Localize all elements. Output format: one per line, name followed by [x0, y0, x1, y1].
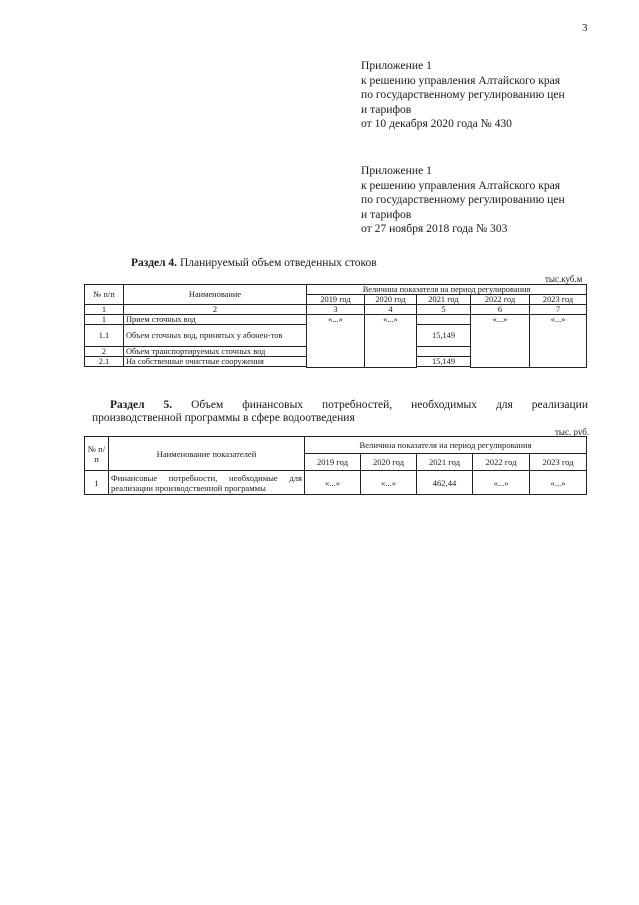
section4-title-rest: Планируемый объем отведенных стоков: [177, 257, 377, 269]
section4-unit: тыс.куб.м: [545, 274, 583, 284]
year-header: 2023 год: [530, 454, 587, 471]
appendix-line: и тарифов: [361, 102, 412, 116]
page-number: 3: [582, 22, 588, 34]
appendix-previous: [361, 164, 565, 237]
section5-unit: тыс. руб.: [555, 427, 590, 437]
row-num: 1.1: [85, 325, 124, 347]
section5-table: [84, 436, 587, 495]
col-index: 4: [365, 305, 417, 315]
col-name-header: Наименование: [124, 285, 307, 305]
appendix-line: и тарифов: [361, 207, 412, 221]
year-header: 2023 год: [530, 295, 587, 305]
appendix-line: к решению управления Алтайского края: [361, 178, 561, 192]
section4-title-bold: Раздел 4.: [131, 257, 178, 269]
cell-2021-empty: [417, 315, 471, 325]
appendix-line: по государственному регулированию цен: [361, 193, 565, 207]
year-header: 2019 год: [307, 295, 365, 305]
section5-title-line2: производственной программы в сфере водоотведения: [92, 412, 355, 424]
cell-2020: «...»: [361, 471, 417, 495]
appendix-current: [361, 59, 565, 132]
section5-title-rest: Объем финансовых потребностей, необходимых для реализации: [172, 399, 588, 411]
appendix-line: по государственному регулированию цен: [361, 88, 565, 102]
col-index: 7: [530, 305, 587, 315]
appendix-line: к решению управления Алтайского края: [361, 73, 561, 87]
col-index: 2: [124, 305, 307, 315]
appendix-line: от 10 декабря 2020 года № 430: [361, 117, 512, 131]
col-index: 5: [417, 305, 471, 315]
row-name: Объем сточных вод, принятых у абонен-тов: [124, 325, 307, 347]
row-name: На собственные очистные сооружения: [124, 357, 307, 367]
row-name: Прием сточных вод: [124, 315, 307, 325]
year-header: 2021 год: [417, 454, 473, 471]
row-num: 1: [85, 471, 109, 495]
year-header: 2022 год: [471, 295, 530, 305]
year-header: 2020 год: [365, 295, 417, 305]
cell-2020: «...»: [365, 315, 417, 368]
cell-2021-value: 15,149: [417, 325, 471, 347]
year-header: 2019 год: [305, 454, 361, 471]
cell-2021: 462,44: [417, 471, 473, 495]
cell-2022: «...»: [471, 315, 530, 368]
col-index: 6: [471, 305, 530, 315]
year-header: 2022 год: [473, 454, 530, 471]
section4-title: [131, 257, 377, 269]
table-row: [85, 471, 587, 495]
section5-title: [92, 399, 588, 425]
section5-title-line1: [92, 399, 588, 412]
col-index: 1: [85, 305, 124, 315]
cell-2023: «...»: [530, 315, 587, 368]
col-num-header: № п/ п: [85, 437, 109, 471]
period-header: Величина показателя на период регулирования: [307, 285, 587, 295]
year-header: 2020 год: [361, 454, 417, 471]
section5-title-bold: Раздел 5.: [110, 399, 173, 411]
cell-2022: «...»: [473, 471, 530, 495]
section4-table: [84, 284, 587, 368]
appendix-line: от 27 ноября 2018 года № 303: [361, 222, 508, 236]
appendix-line: Приложение 1: [361, 164, 432, 177]
col-index: 3: [307, 305, 365, 315]
appendix-line: Приложение 1: [361, 59, 432, 72]
row-num: 1: [85, 315, 124, 325]
cell-2023: «...»: [530, 471, 587, 495]
row-name: Объем транспортируемых сточных вод: [124, 347, 307, 357]
col-index-row: [85, 305, 587, 315]
cell-2021-value: 15,149: [417, 357, 471, 367]
col-num-header: № п/п: [85, 285, 124, 305]
row-num: 2.1: [85, 357, 124, 367]
cell-2019: «...»: [305, 471, 361, 495]
row-name: Финансовые потребности, необходимые для реализации производственной программы: [109, 471, 305, 495]
row-num: 2: [85, 347, 124, 357]
period-header: Величина показателя на период регулирования: [305, 437, 587, 454]
cell-2021-empty: [417, 347, 471, 357]
table-row: [85, 315, 587, 325]
col-name-header: Наименование показателей: [109, 437, 305, 471]
year-header: 2021 год: [417, 295, 471, 305]
cell-2019: «...»: [307, 315, 365, 368]
